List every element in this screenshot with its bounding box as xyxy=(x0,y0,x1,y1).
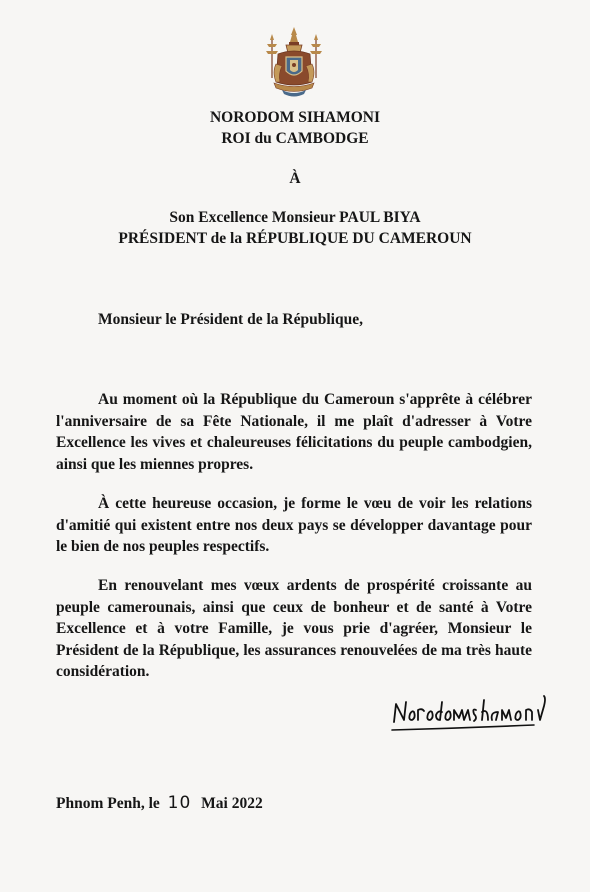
dateline xyxy=(56,793,263,813)
dateline-place: Phnom Penh, le xyxy=(56,795,160,812)
dateline-day: 10 xyxy=(167,793,192,813)
addressee-marker: À xyxy=(289,170,301,187)
sender-name: NORODOM SIHAMONI xyxy=(209,109,381,126)
recipient-block xyxy=(0,207,590,249)
body-paragraph-1: Au moment où la République du Cameroun s'apprête à célébrer l'anniversaire de sa Fête Nationale, il me plaît d'adresser à Votre Excellence les vives et chaleureuses félicitations du peuple cambodgien, ainsi que les miennes propres. xyxy=(56,391,532,473)
sender-title: ROI du CAMBODGE xyxy=(221,130,369,147)
body-paragraph-2: À cette heureuse occasion, je forme le vœu de voir les relations d'amitié qui existent entre nos deux pays se développer davantage pour le bien de nos peuples respectifs. xyxy=(56,495,532,555)
handwritten-signature xyxy=(384,690,550,740)
sender-block xyxy=(0,107,590,149)
royal-crest-icon xyxy=(260,26,328,100)
recipient-line-1: Son Excellence Monsieur PAUL BIYA xyxy=(169,209,421,226)
dateline-month-year: Mai 2022 xyxy=(201,795,263,812)
body-paragraph-3: En renouvelant mes vœux ardents de prospérité croissante au peuple camerounais, ainsi que ceux de bonheur et de santé à Votre Excellence et à votre Famille, je vous prie d'agréer, Monsieur le Président de la République, les assurances renouvelées de ma très haute considération. xyxy=(56,577,532,680)
salutation: Monsieur le Président de la République, xyxy=(98,311,363,328)
recipient-line-2: PRÉSIDENT de la RÉPUBLIQUE DU CAMEROUN xyxy=(118,230,472,247)
